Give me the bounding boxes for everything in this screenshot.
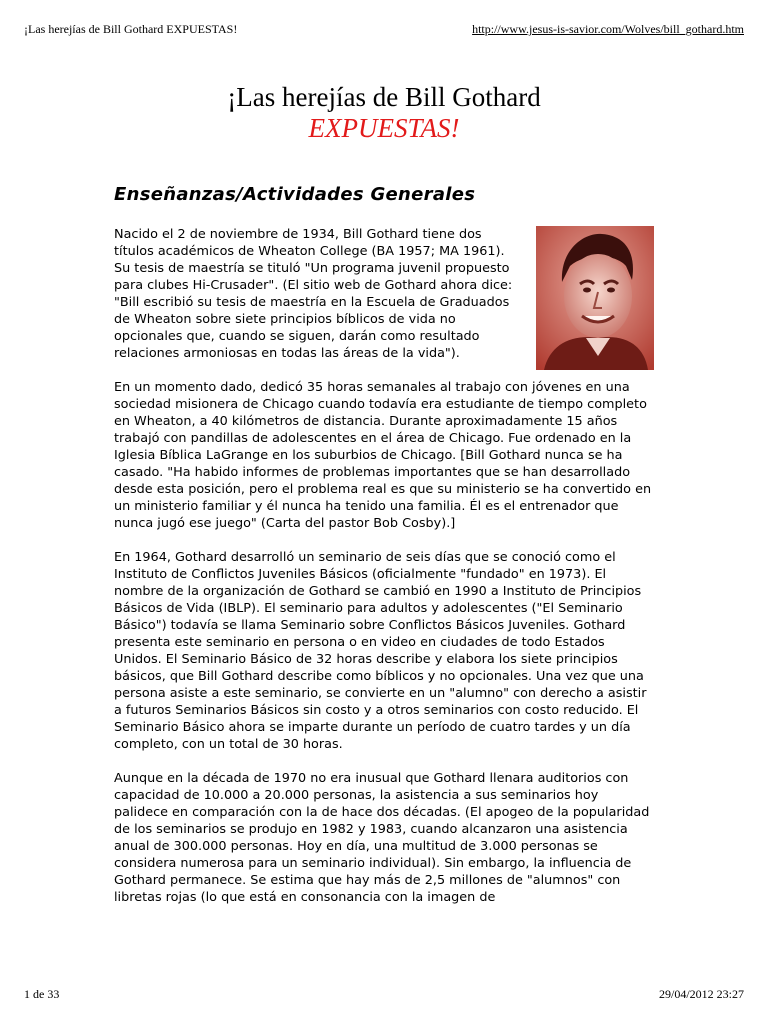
document-title: ¡Las herejías de Bill Gothard EXPUESTAS! <box>24 22 238 36</box>
title-line-2: EXPUESTAS! <box>308 113 460 143</box>
section-heading: Enseñanzas/Actividades Generales <box>114 184 476 205</box>
print-datetime: 29/04/2012 23:27 <box>658 987 744 1001</box>
print-header <box>24 22 744 37</box>
paragraph-1: Nacido el 2 de noviembre de 1934, Bill Gothard tiene dos títulos académicos de Wheaton College (BA 1957; MA 1961). Su tesis de maestría se tituló "Un programa juvenil propuesto para clubes Hi-Crusader". (El sitio web de Gothard ahora dice: "Bill escribió su tesis de maestría en la Escuela de Graduados de Wheaton sobre siete principios bíblicos de vida no opcionales que, cuando se siguen, darán como resultado relaciones armoniosas en todas las áreas de la vida"). <box>114 227 513 361</box>
portrait-photo <box>536 226 654 370</box>
paragraph-4: Aunque en la década de 1970 no era inusual que Gothard llenara auditorios con capacidad de 10.000 a 20.000 personas, la asistencia a sus seminarios hoy palidece en comparación con la de hace dos décadas. (El apogeo de la popularidad de los seminarios se produjo en 1982 y 1983, cuando alcanzaron una asistencia anual de 300.000 personas. Hoy en día, una multitud de 3.000 personas se considera numerosa para un seminario individual). Sin embargo, la influencia de Gothard permanece. Se estima que hay más de 2,5 millones de "alumnos" con libretas rojas (lo que está en consonancia con la imagen de <box>114 771 650 905</box>
paragraph-2: En un momento dado, dedicó 35 horas semanales al trabajo con jóvenes en una sociedad misionera de Chicago cuando todavía era estudiante de tiempo completo en Wheaton, a 40 kilómetros de distancia. Durante aproximadamente 15 años trabajó con pandillas de adolescentes en el área de Chicago. Fue ordenado en la Iglesia Bíblica LaGrange en los suburbios de Chicago. [Bill Gothard nunca se ha casado. "Ha habido informes de problemas importantes que se han desarrollado desde esta posición, pero el problema real es que su ministerio se ha convertido en un ministerio familiar y él nunca ha tenido una familia. Él es el entrenador que nunca jugó ese juego" (Carta del pastor Bob Cosby).] <box>114 380 652 531</box>
paragraph-3: En 1964, Gothard desarrolló un seminario de seis días que se conoció como el Instituto de Conflictos Juveniles Básicos (oficialmente "fundado" en 1973). El nombre de la organización de Gothard se cambió en 1990 a Instituto de Principios Básicos de Vida (IBLP). El seminario para adultos y adolescentes ("El Seminario Básico") todavía se llama Seminario sobre Conflictos Básicos Juveniles. Gothard presenta este seminario en persona o en video en ciudades de todo Estados Unidos. El Seminario Básico de 32 horas describe y elabora los siete principios básicos, que Bill Gothard describe como bíblicos y no opcionales. Una vez que una persona asiste a este seminario, se convierte en un "alumno" con derecho a asistir a futuros Seminarios Básicos sin costo y a otros seminarios con costo reducido. El Seminario Básico ahora se imparte durante un período de cuatro tardes y un día completo, con un total de 30 horas. <box>114 550 647 752</box>
article-body <box>114 226 654 923</box>
print-footer <box>24 987 744 1002</box>
source-url-link[interactable]: http://www.jesus-is-savior.com/Wolves/bill_gothard.htm <box>472 22 744 36</box>
title-line-1: ¡Las herejías de Bill Gothard <box>227 82 541 112</box>
page-title <box>0 82 768 144</box>
page-number: 1 de 33 <box>24 987 60 1001</box>
